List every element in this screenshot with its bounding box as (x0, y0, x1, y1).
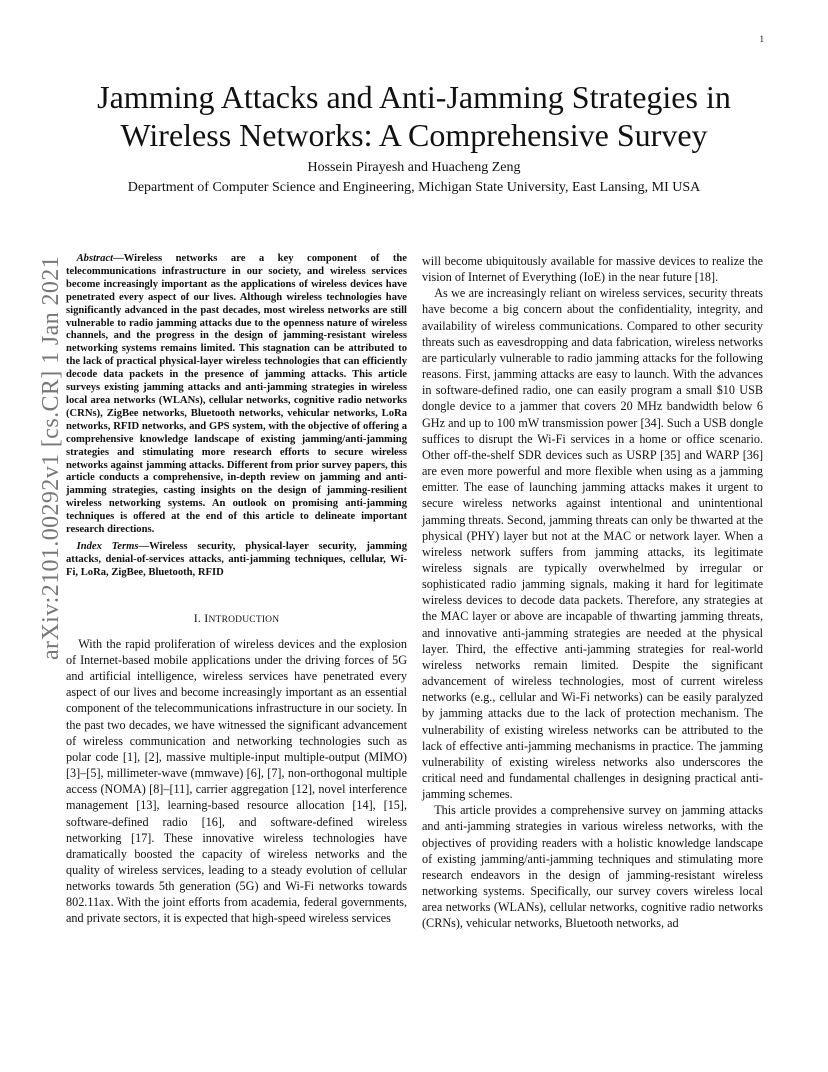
abstract-text: —Wireless networks are a key component of the telecommunications infrastructure in our society, and wireless services become increasingly important as the applications of wireless devices have penetrated every aspect of our lives. Although wireless technologies have significantly advanced in the past decades, most wireless networks are still vulnerable to radio jamming attacks due to the openness nature of wireless channels, and the progress in the design of jamming-resistant wireless networking systems remains limited. This stagnation can be attributed to the lack of practical physical-layer wireless technologies that can efficiently decode data packets in the presence of jamming attacks. This article surveys existing jamming attacks and anti-jamming strategies in wireless local area networks (WLANs), cellular networks, cognitive radio networks (CRNs), ZigBee networks, Bluetooth networks, vehicular networks, LoRa networks, RFID networks, and GPS system, with the objective of offering a comprehensive knowledge landscape of existing jamming/anti-jamming strategies and stimulating more research efforts to secure wireless networks against jamming attacks. Different from prior survey papers, this article conducts a comprehensive, in-depth review on jamming and anti-jamming strategies, casting insights on the design of jamming-resilient wireless networking systems. An outlook on promising anti-jamming techniques is offered at the end of this article to delineate important research directions. (66, 253, 407, 536)
section-numeral: I. (193, 610, 202, 625)
intro-paragraph-continued: will become ubiquitously available for massive devices to realize the vision of Internet of Everything (IoE) in the near future [18]. (422, 254, 763, 285)
author-affiliation: Department of Computer Science and Engineering, Michigan State University, East Lansing, MI USA (127, 180, 701, 195)
arxiv-identifier-text: arXiv:2101.00292v1 [cs.CR] 1 Jan 2021 (38, 255, 64, 660)
paper-title: Jamming Attacks and Anti-Jamming Strategies in Wireless Networks: A Comprehensive Survey (97, 79, 731, 153)
index-terms-text: —Wireless security, physical-layer security, jamming attacks, denial-of-services attacks, anti-jamming techniques, cellular, Wi-Fi, LoRa, ZigBee, Bluetooth, RFID (66, 540, 407, 578)
index-terms (66, 541, 407, 580)
section-title-rest: NTRODUCTION (208, 614, 280, 625)
right-column (422, 253, 763, 932)
index-terms-lead: Index Terms (76, 540, 139, 552)
page-number: 1 (759, 34, 764, 44)
intro-paragraph-1: With the rapid proliferation of wireless devices and the explosion of Internet-based mobile applications under the driving forces of 5G and artificial intelligence, wireless services have penetrated every aspect of our lives and become increasingly important as an essential component of the telecommunications infrastructure in our society. In the past two decades, we have witnessed the significant advancement of wireless communication and networking technologies such as polar code [1], [2], massive multiple-input multiple-output (MIMO) [3]–[5], millimeter-wave (mmwave) [6], [7], non-orthogonal multiple access (NOMA) [8]–[11], carrier aggregation [12], novel interference management [13], learning-based resource allocation [14], [15], software-defined radio [16], and software-defined wireless networking [17]. These innovative wireless technologies have dramatically boosted the capacity of wireless networks and the quality of wireless services, leading to a steady evolution of cellular networks towards 5th generation (5G) and Wi-Fi networks towards 802.11ax. With the joint efforts from academia, federal governments, and private sectors, it is expected that high-speed wireless services (66, 636, 407, 926)
abstract-lead: Abstract (76, 253, 114, 264)
section-heading-introduction (66, 610, 407, 628)
intro-paragraph-2: As we are increasingly reliant on wireless services, security threats have become a big concern about the confidentiality, integrity, and availability of wireless communications. Compared to other security threats such as eavesdropping and data fabrication, wireless networks are particularly vulnerable to radio jamming attacks for the following reasons. First, jamming attacks are easy to launch. With the advances in software-defined radio, one can easily program a small $10 USB dongle device to a jammer that covers 20 MHz bandwidth below 6 GHz and up to 100 mW transmission power [34]. Such a USB dongle suffices to disrupt the Wi-Fi services in a home or office scenario. Other off-the-shelf SDR devices such as USRP [35] and WARP [36] are even more powerful and more flexible when using as a jamming emitter. The ease of launching jamming attacks makes it urgent to secure wireless networks against intentional and unintentional jamming threats. Second, jamming threats can only be thwarted at the physical (PHY) layer but not at the MAC or network layer. When a wireless network suffers from jamming attacks, its legitimate wireless signals are typically overwhelmed by irregular or sophisticated radio jamming signals, making it hard for legitimate wireless devices to decode data packets. Therefore, any strategies at the MAC layer or above are incapable of thwarting jamming threats, and innovative anti-jamming strategies are needed at the physical layer. Third, the effective anti-jamming strategies for real-world wireless networks remain limited. Despite the significant advancement of wireless technologies, most of current wireless networks (e.g., cellular and Wi-Fi networks) can be easily paralyzed by jamming attacks due to the lack of protection mechanism. The vulnerability of existing wireless networks can be attributed to the lack of effective anti-jamming mechanisms in practice. The jamming vulnerability of existing wireless networks also underscores the critical need and fundamental challenges in designing practical anti-jamming schemes. (422, 286, 763, 802)
abstract (66, 253, 407, 537)
paper-authors: Hossein Pirayesh and Huacheng Zeng (307, 160, 521, 175)
intro-paragraph-3: This article provides a comprehensive survey on jamming attacks and anti-jamming strategies in various wireless networks, with the objectives of providing readers with a holistic knowledge landscape of existing jamming/anti-jamming techniques and stimulating more research endeavors in the design of jamming-resistant wireless networking systems. Specifically, our survey covers wireless local area networks (WLANs), cellular networks, cognitive radio networks (CRNs), vehicular networks, Bluetooth networks, ad (422, 803, 763, 931)
left-column (66, 253, 407, 927)
section-initial: I (204, 610, 209, 625)
